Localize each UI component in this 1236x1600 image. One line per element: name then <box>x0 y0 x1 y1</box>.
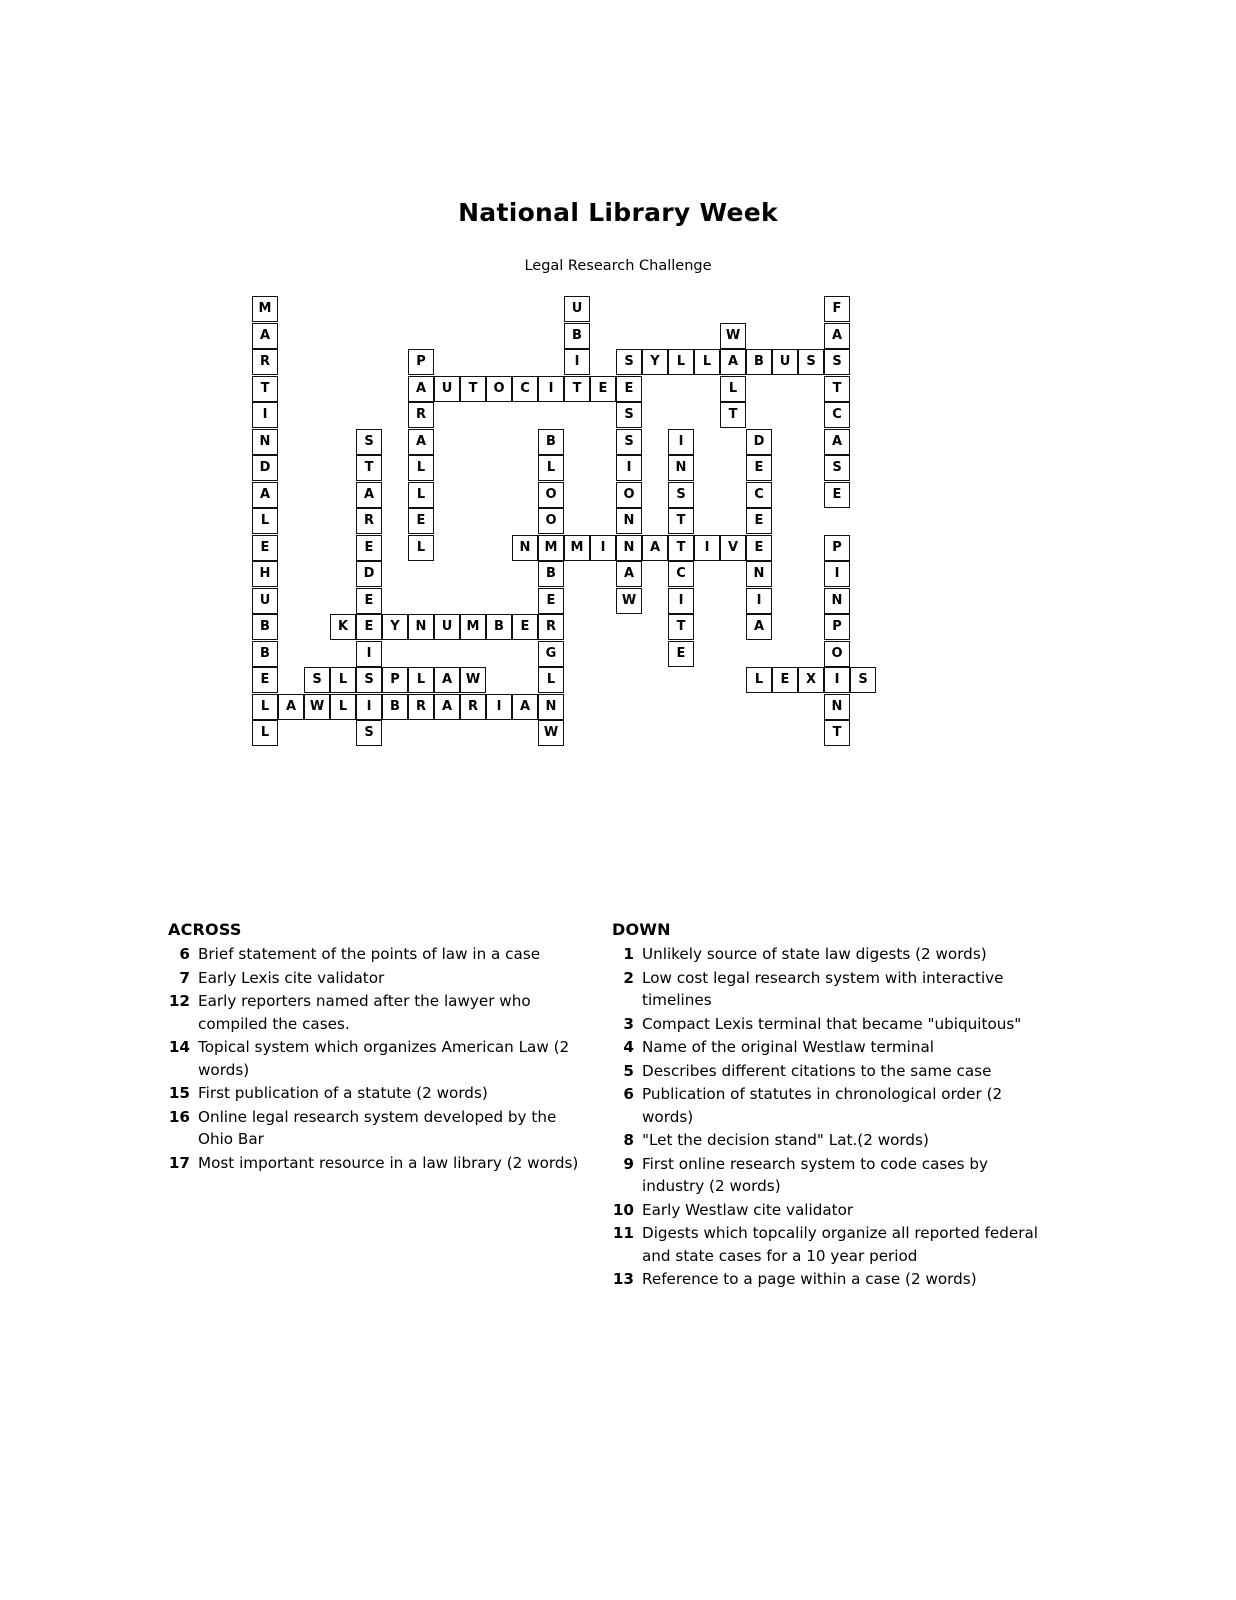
across-clue-number: 7 <box>179 968 190 987</box>
crossword-cell: D <box>252 455 278 481</box>
down-clue <box>612 943 1052 966</box>
down-clue-text: Unlikely source of state law digests (2 words) <box>642 945 987 963</box>
crossword-cell: A <box>356 482 382 508</box>
down-clue-text: Reference to a page within a case (2 words) <box>642 1270 977 1288</box>
down-clue-number: 5 <box>623 1061 634 1080</box>
crossword-cell: E <box>538 588 564 614</box>
crossword-cell: U <box>434 614 460 640</box>
crossword-cell: N <box>616 508 642 534</box>
down-heading: DOWN <box>612 920 671 939</box>
across-clue-number: 17 <box>168 1153 190 1172</box>
crossword-cell: B <box>538 561 564 587</box>
down-clue-text: Publication of statutes in chronological order (2 words) <box>642 1085 1003 1126</box>
crossword-cell: T <box>824 720 850 746</box>
crossword-cell: I <box>824 561 850 587</box>
crossword-cell: D <box>746 429 772 455</box>
down-clue-text: Name of the original Westlaw terminal <box>642 1038 935 1056</box>
down-clue-text: Describes different citations to the same case <box>642 1061 992 1080</box>
across-clue <box>168 1036 588 1081</box>
crossword-cell: T <box>720 402 746 428</box>
down-clue-text: Compact Lexis terminal that became "ubiquitous" <box>642 1014 1022 1033</box>
crossword-cell: A <box>824 429 850 455</box>
crossword-cell: R <box>408 402 434 428</box>
crossword-cell: A <box>642 535 668 561</box>
crossword-cell: E <box>408 508 434 534</box>
crossword-cell: L <box>252 720 278 746</box>
down-clue <box>612 1222 1052 1267</box>
crossword-cell: A <box>252 482 278 508</box>
crossword-cell: I <box>694 535 720 561</box>
crossword-cell: N <box>538 694 564 720</box>
crossword-cell: L <box>538 667 564 693</box>
down-clue-number: 13 <box>612 1270 634 1288</box>
crossword-cell: U <box>252 588 278 614</box>
crossword-cell: L <box>720 376 746 402</box>
crossword-cell: E <box>616 376 642 402</box>
crossword-cell: T <box>460 376 486 402</box>
across-clue-text: Early Lexis cite validator <box>198 968 385 987</box>
crossword-cell: S <box>356 720 382 746</box>
crossword-cell: M <box>564 535 590 561</box>
crossword-cell: H <box>252 561 278 587</box>
crossword-cell: G <box>538 641 564 667</box>
crossword-cell: I <box>668 588 694 614</box>
crossword-cell: B <box>382 694 408 720</box>
down-clue <box>612 1036 1052 1059</box>
crossword-cell: B <box>564 323 590 349</box>
crossword-cell: B <box>252 641 278 667</box>
crossword-cell: A <box>512 694 538 720</box>
crossword-cell: T <box>824 376 850 402</box>
across-clues-column <box>168 920 588 1175</box>
crossword-grid <box>252 296 892 786</box>
crossword-cell: E <box>746 508 772 534</box>
crossword-cell: C <box>746 482 772 508</box>
across-clue <box>168 943 588 966</box>
crossword-cell: O <box>616 482 642 508</box>
crossword-cell: L <box>408 482 434 508</box>
crossword-cell: O <box>486 376 512 402</box>
crossword-cell: U <box>564 296 590 322</box>
down-clue-number: 8 <box>623 1131 634 1149</box>
down-clue <box>612 1129 1052 1152</box>
crossword-cell: I <box>590 535 616 561</box>
crossword-cell: M <box>538 535 564 561</box>
crossword-cell: E <box>824 482 850 508</box>
down-clue-number: 1 <box>623 945 634 963</box>
crossword-cell: L <box>252 694 278 720</box>
crossword-cell: T <box>668 508 694 534</box>
crossword-cell: A <box>434 667 460 693</box>
crossword-cell: B <box>746 349 772 375</box>
crossword-cell: S <box>824 349 850 375</box>
crossword-cell: I <box>252 402 278 428</box>
crossword-cell: O <box>538 482 564 508</box>
crossword-cell: A <box>252 323 278 349</box>
across-heading: ACROSS <box>168 920 242 939</box>
crossword-cell: P <box>408 349 434 375</box>
across-clue-text: Topical system which organizes American Law (2 words) <box>198 1038 570 1079</box>
crossword-cell: T <box>252 376 278 402</box>
crossword-cell: P <box>824 535 850 561</box>
down-clue-text: Early Westlaw cite validator <box>642 1200 854 1219</box>
across-clue-number: 16 <box>168 1107 190 1126</box>
across-clue <box>168 1152 588 1175</box>
crossword-cell: N <box>824 694 850 720</box>
crossword-cell: E <box>668 641 694 667</box>
crossword-cell: S <box>356 429 382 455</box>
crossword-cell: Y <box>382 614 408 640</box>
crossword-cell: T <box>668 535 694 561</box>
crossword-cell: R <box>538 614 564 640</box>
crossword-cell: I <box>486 694 512 720</box>
crossword-cell: L <box>330 667 356 693</box>
crossword-cell: V <box>720 535 746 561</box>
crossword-cell: N <box>252 429 278 455</box>
across-clue <box>168 1106 588 1151</box>
down-clues-column <box>612 920 1052 1292</box>
down-clue-text: Low cost legal research system with interactive timelines <box>642 968 1004 1009</box>
crossword-cell: A <box>278 694 304 720</box>
down-clue-number: 2 <box>623 968 634 987</box>
crossword-cell: T <box>356 455 382 481</box>
crossword-cell: E <box>356 535 382 561</box>
crossword-cell: R <box>252 349 278 375</box>
crossword-cell: L <box>668 349 694 375</box>
crossword-cell: L <box>408 535 434 561</box>
down-clue <box>612 1060 1052 1083</box>
crossword-cell: S <box>616 402 642 428</box>
down-clue <box>612 1199 1052 1222</box>
crossword-cell: L <box>330 694 356 720</box>
across-clue-text: Brief statement of the points of law in a case <box>198 945 541 963</box>
down-clue-number: 9 <box>623 1154 634 1173</box>
down-clue <box>612 1153 1052 1198</box>
crossword-cell: T <box>564 376 590 402</box>
crossword-cell: E <box>356 614 382 640</box>
across-clue <box>168 990 588 1035</box>
crossword-cell: L <box>694 349 720 375</box>
crossword-cell: A <box>824 323 850 349</box>
crossword-cell: N <box>408 614 434 640</box>
crossword-cell: T <box>668 614 694 640</box>
crossword-cell: S <box>304 667 330 693</box>
crossword-cell: I <box>564 349 590 375</box>
crossword-cell: A <box>746 614 772 640</box>
crossword-cell: C <box>824 402 850 428</box>
crossword-cell: N <box>824 588 850 614</box>
crossword-cell: S <box>824 455 850 481</box>
across-clue-number: 14 <box>168 1038 190 1056</box>
crossword-cell: P <box>382 667 408 693</box>
crossword-cell: B <box>538 429 564 455</box>
crossword-cell: L <box>746 667 772 693</box>
crossword-cell: W <box>304 694 330 720</box>
down-clue <box>612 967 1052 1012</box>
crossword-cell: B <box>252 614 278 640</box>
page-title: National Library Week <box>458 198 778 227</box>
crossword-cell: E <box>252 667 278 693</box>
crossword-cell: E <box>746 535 772 561</box>
crossword-cell: N <box>746 561 772 587</box>
crossword-cell: Y <box>642 349 668 375</box>
crossword-cell: R <box>408 694 434 720</box>
crossword-cell: W <box>616 588 642 614</box>
crossword-cell: L <box>408 455 434 481</box>
down-clue-text: "Let the decision stand" Lat.(2 words) <box>642 1131 929 1149</box>
down-clue <box>612 1083 1052 1128</box>
crossword-cell: A <box>434 694 460 720</box>
crossword-cell: D <box>356 561 382 587</box>
crossword-cell: M <box>252 296 278 322</box>
crossword-cell: S <box>356 667 382 693</box>
crossword-cell: A <box>720 349 746 375</box>
crossword-cell: N <box>616 535 642 561</box>
crossword-cell: E <box>772 667 798 693</box>
crossword-cell: U <box>772 349 798 375</box>
down-clue-number: 3 <box>623 1014 634 1033</box>
crossword-cell: S <box>798 349 824 375</box>
crossword-cell: W <box>460 667 486 693</box>
crossword-cell: I <box>538 376 564 402</box>
page-subtitle: Legal Research Challenge <box>524 258 712 274</box>
crossword-cell: S <box>850 667 876 693</box>
down-clue-text: First online research system to code cases by industry (2 words) <box>642 1154 989 1195</box>
crossword-cell: E <box>590 376 616 402</box>
crossword-cell: N <box>668 455 694 481</box>
across-clue-text: Online legal research system developed by the Ohio Bar <box>198 1107 557 1148</box>
crossword-cell: O <box>538 508 564 534</box>
across-clue-number: 12 <box>168 992 190 1010</box>
crossword-cell: E <box>252 535 278 561</box>
crossword-cell: N <box>512 535 538 561</box>
crossword-cell: K <box>330 614 356 640</box>
crossword-cell: R <box>356 508 382 534</box>
crossword-cell: I <box>746 588 772 614</box>
crossword-cell: P <box>824 614 850 640</box>
crossword-cell: E <box>356 588 382 614</box>
down-clue-number: 6 <box>623 1085 634 1103</box>
crossword-cell: R <box>460 694 486 720</box>
crossword-cell: S <box>668 482 694 508</box>
across-clue-number: 6 <box>179 945 190 963</box>
crossword-cell: L <box>252 508 278 534</box>
down-clue <box>612 1268 1052 1291</box>
down-clue-list <box>612 943 1052 1291</box>
crossword-cell: I <box>356 641 382 667</box>
crossword-cell: I <box>824 667 850 693</box>
down-clue-text: Digests which topcalily organize all reported federal and state cases for a 10 year period <box>642 1224 1039 1265</box>
crossword-cell: S <box>616 429 642 455</box>
crossword-cell: L <box>538 455 564 481</box>
crossword-cell: C <box>668 561 694 587</box>
across-clue <box>168 967 588 990</box>
crossword-cell: A <box>408 376 434 402</box>
crossword-cell: A <box>408 429 434 455</box>
down-clue-number: 10 <box>612 1200 634 1219</box>
across-clue-text: First publication of a statute (2 words) <box>198 1084 488 1102</box>
crossword-cell: M <box>460 614 486 640</box>
crossword-cell: E <box>746 455 772 481</box>
crossword-cell: I <box>616 455 642 481</box>
crossword-cell: X <box>798 667 824 693</box>
across-clue-number: 15 <box>168 1084 190 1102</box>
down-clue <box>612 1013 1052 1036</box>
crossword-cell: F <box>824 296 850 322</box>
crossword-cell: L <box>408 667 434 693</box>
across-clue-text: Most important resource in a law library (2 words) <box>198 1153 579 1172</box>
across-clue <box>168 1082 588 1105</box>
crossword-cell: U <box>434 376 460 402</box>
across-clue-list <box>168 943 588 1174</box>
crossword-cell: S <box>616 349 642 375</box>
down-clue-number: 4 <box>623 1038 634 1056</box>
crossword-cell: B <box>486 614 512 640</box>
crossword-cell: C <box>512 376 538 402</box>
across-clue-text: Early reporters named after the lawyer who compiled the cases. <box>198 992 531 1033</box>
crossword-cell: W <box>720 323 746 349</box>
crossword-cell: O <box>824 641 850 667</box>
crossword-cell: I <box>668 429 694 455</box>
crossword-cell: A <box>616 561 642 587</box>
crossword-cell: W <box>538 720 564 746</box>
crossword-cell: I <box>356 694 382 720</box>
down-clue-number: 11 <box>612 1224 634 1242</box>
crossword-cell: E <box>512 614 538 640</box>
